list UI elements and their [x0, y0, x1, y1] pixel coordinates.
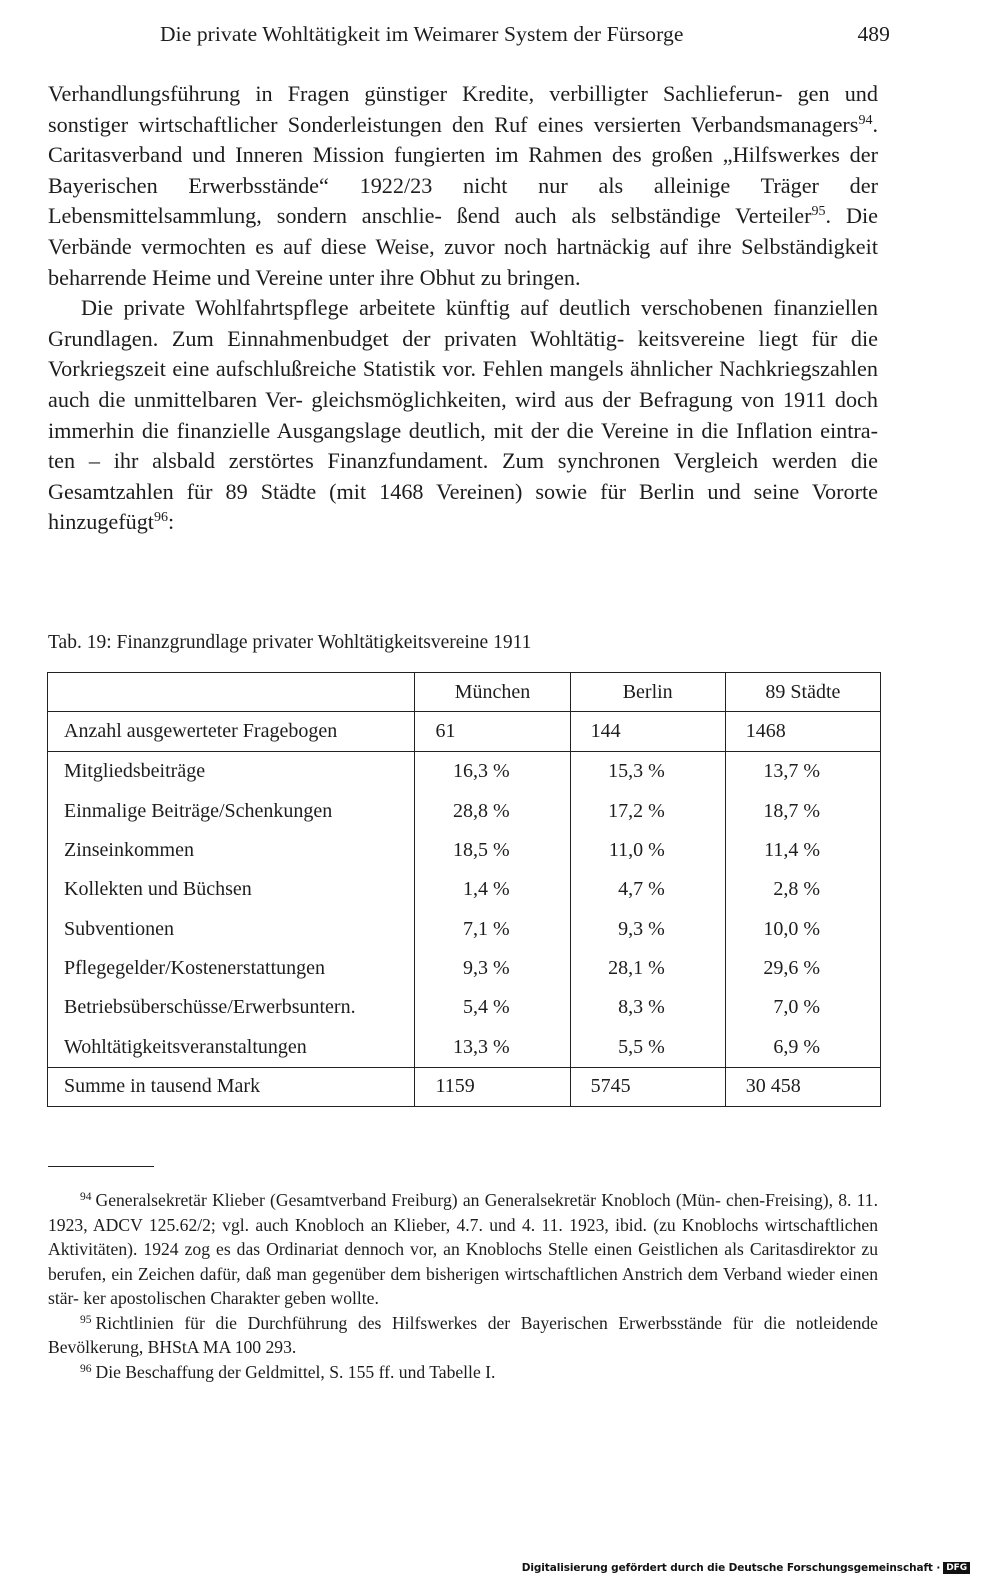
- dfg-logo-icon: DFG: [943, 1562, 970, 1574]
- cell-berlin: 17,2 %: [570, 792, 725, 831]
- digitization-text: Digitalisierung gefördert durch die Deutsche Forschungsgemeinschaft ·: [521, 1562, 941, 1574]
- digitization-notice: [522, 1562, 970, 1574]
- row-label: Einmalige Beiträge/Schenkungen: [48, 792, 415, 831]
- cell-muenchen: 13,3 %: [415, 1027, 570, 1067]
- footnotes: [48, 1188, 878, 1384]
- footnote-text: Die Beschaffung der Geldmittel, S. 155 ff. und Tabelle I.: [95, 1361, 496, 1382]
- cell-muenchen: 7,1 %: [415, 909, 570, 948]
- row-label: Pflegegelder/Kostenerstattungen: [48, 949, 415, 988]
- page-number: 489: [857, 22, 890, 46]
- row-label: Kollekten und Büchsen: [48, 870, 415, 909]
- table-row: [48, 988, 881, 1027]
- footnote-number: 94: [80, 1191, 92, 1203]
- table-row: [48, 909, 881, 948]
- table-row-sum: [48, 1067, 881, 1106]
- cell-89-staedte: 13,7 %: [725, 752, 880, 792]
- cell-muenchen: 5,4 %: [415, 988, 570, 1027]
- cell-muenchen: 1159: [415, 1067, 570, 1106]
- running-title: Die private Wohltätigkeit im Weimarer System der Fürsorge: [160, 22, 684, 46]
- cell-berlin: 11,0 %: [570, 831, 725, 870]
- table-row: [48, 1027, 881, 1067]
- table-row: [48, 792, 881, 831]
- paragraph-1-part-a: Verhandlungsführung in Fragen günstiger Kredite, verbilligter Sachlieferun- gen und sonstiger wirtschaftlicher Sonderleistungen den Ruf eines versierten Verbandsmanagers: [48, 81, 878, 137]
- footnote-text: Richtlinien für die Durchführung des Hilfswerkes der Bayerischen Erwerbsstände für die notleidende Bevölkerung, BHStA MA 100 293.: [48, 1312, 878, 1357]
- cell-89-staedte: 7,0 %: [725, 988, 880, 1027]
- cell-muenchen: 18,5 %: [415, 831, 570, 870]
- table-header-row: [48, 673, 881, 712]
- cell-muenchen: 61: [415, 712, 570, 752]
- cell-muenchen: 16,3 %: [415, 752, 570, 792]
- paragraph-1-part-c: . Die Verbände vermochten es auf diese Weise, zuvor noch hartnäckig auf ihre Selbständigkeit beharrende Heime und Vereine unter ihre Obhut zu bringen.: [48, 203, 878, 290]
- table-header-berlin: Berlin: [570, 673, 725, 712]
- row-label: Betriebsüberschüsse/Erwerbsuntern.: [48, 988, 415, 1027]
- running-header: [160, 22, 890, 52]
- cell-muenchen: 28,8 %: [415, 792, 570, 831]
- cell-89-staedte: 6,9 %: [725, 1027, 880, 1067]
- finance-table: [47, 672, 881, 1107]
- cell-berlin: 4,7 %: [570, 870, 725, 909]
- cell-berlin: 28,1 %: [570, 949, 725, 988]
- paragraph-2-part-a: Die private Wohlfahrtspflege arbeitete künftig auf deutlich verschobenen finanziellen Grundlagen. Zum Einnahmenbudget der privaten Wohltätig- keitsvereine liegt für die Vorkriegszeit eine aufschlußreiche Statistik vor. Fehlen mangels ähnlicher Nachkriegszahlen auch die unmittelbaren Ver- gleichsmöglichkeiten, wird aus der Befragung von 1911 doch immerhin die finanzielle Ausgangslage deutlich, mit der die Vereine in die Inflation eintra- ten – ihr alsbald zerstörtes Finanzfundament. Zum synchronen Vergleich werden die Gesamtzahlen für 89 Städte (mit 1468 Vereinen) sowie für Berlin und seine Vororte hinzugefügt: [48, 295, 878, 535]
- footnote-95: [48, 1311, 878, 1360]
- cell-berlin: 15,3 %: [570, 752, 725, 792]
- table-row: [48, 752, 881, 792]
- table-caption: Tab. 19: Finanzgrundlage privater Wohltätigkeitsvereine 1911: [48, 632, 532, 653]
- body-text: [48, 79, 878, 538]
- table-row: [48, 831, 881, 870]
- paragraph-2: [48, 293, 878, 538]
- cell-89-staedte: 30 458: [725, 1067, 880, 1106]
- cell-muenchen: 1,4 %: [415, 870, 570, 909]
- cell-berlin: 8,3 %: [570, 988, 725, 1027]
- footnote-number: 96: [80, 1362, 92, 1375]
- cell-muenchen: 9,3 %: [415, 949, 570, 988]
- cell-89-staedte: 10,0 %: [725, 909, 880, 948]
- footnote-96: [48, 1360, 878, 1385]
- cell-berlin: 9,3 %: [570, 909, 725, 948]
- row-label: Anzahl ausgewerteter Fragebogen: [48, 712, 415, 752]
- table-header-89-staedte: 89 Städte: [725, 673, 880, 712]
- table-header-empty: [48, 673, 415, 712]
- footnote-ref-95[interactable]: 95: [811, 204, 826, 220]
- row-label: Subventionen: [48, 909, 415, 948]
- footnote-ref-94[interactable]: 94: [858, 112, 873, 128]
- cell-89-staedte: 18,7 %: [725, 792, 880, 831]
- row-label: Wohltätigkeitsveranstaltungen: [48, 1027, 415, 1067]
- paragraph-1: [48, 79, 878, 293]
- table-row: [48, 870, 881, 909]
- footnote-number: 95: [80, 1313, 92, 1326]
- footnote-94: [48, 1188, 878, 1311]
- table-row: [48, 949, 881, 988]
- row-label: Zinseinkommen: [48, 831, 415, 870]
- table-header-muenchen: München: [415, 673, 570, 712]
- cell-berlin: 144: [570, 712, 725, 752]
- cell-89-staedte: 1468: [725, 712, 880, 752]
- row-label: Summe in tausend Mark: [48, 1067, 415, 1106]
- cell-89-staedte: 29,6 %: [725, 949, 880, 988]
- footnote-divider: [48, 1166, 154, 1167]
- footnote-ref-96[interactable]: 96: [153, 510, 168, 526]
- paragraph-2-part-b: :: [167, 509, 175, 535]
- row-label: Mitgliedsbeiträge: [48, 752, 415, 792]
- cell-89-staedte: 11,4 %: [725, 831, 880, 870]
- cell-89-staedte: 2,8 %: [725, 870, 880, 909]
- paragraph-1-part-b: . Caritasverband und Inneren Mission fungierten im Rahmen des großen „Hilfswerkes der Bayerischen Erwerbsstände“ 1922/23 nicht nur als alleinige Träger der Lebensmittelsammlung, sondern anschlie- ßend auch als selbständige Verteiler: [48, 111, 878, 229]
- table-row-count: [48, 712, 881, 752]
- footnote-text: Generalsekretär Klieber (Gesamtverband Freiburg) an Generalsekretär Knobloch (Mün- chen-Freising), 8. 11. 1923, ADCV 125.62/2; vgl. auch Knobloch an Klieber, 4.7. und 4. 11. 1923, ibid. (zu Knoblochs wirtschaftlichen Aktivitäten). 1924 zog es das Ordinariat dennoch vor, an Knoblochs Stelle einen Geistlichen als Caritasdirektor zu berufen, ein Zeichen dafür, daß man gegenüber dem bisherigen wirtschaftlichen Anstrich dem Verband wieder einen stär- ker apostolischen Charakter geben wollte.: [48, 1190, 878, 1308]
- cell-berlin: 5745: [570, 1067, 725, 1106]
- cell-berlin: 5,5 %: [570, 1027, 725, 1067]
